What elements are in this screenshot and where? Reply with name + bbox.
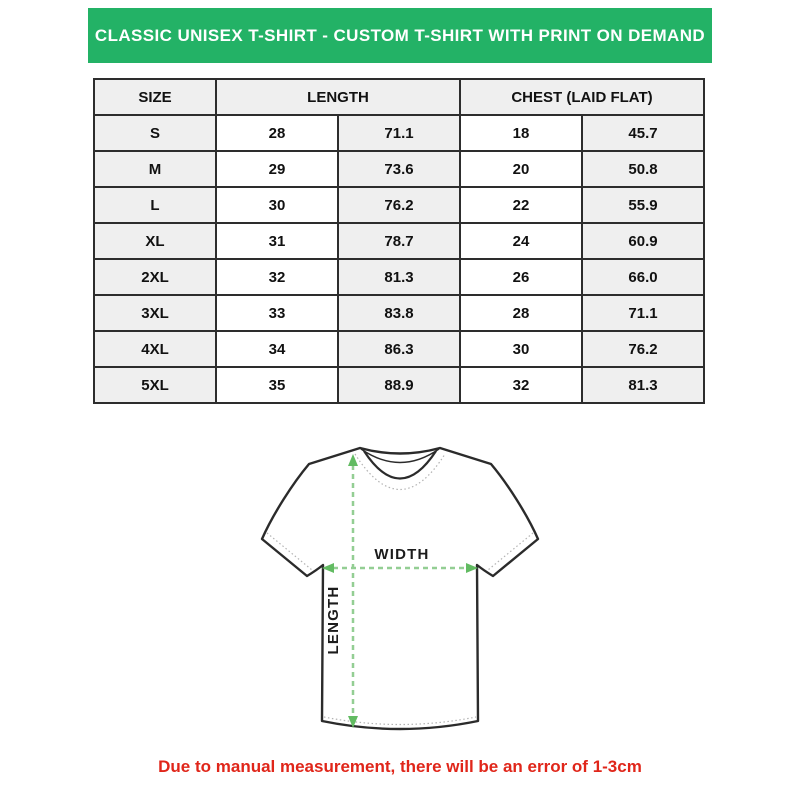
cell-size: 2XL: [94, 259, 216, 295]
cell-size: S: [94, 115, 216, 151]
cell-chest-in: 32: [460, 367, 582, 403]
width-label: WIDTH: [374, 546, 430, 563]
header-length: LENGTH: [216, 79, 460, 115]
size-chart-table: [93, 78, 705, 404]
cell-chest-in: 18: [460, 115, 582, 151]
table-row: [94, 187, 704, 223]
cell-length-in: 32: [216, 259, 338, 295]
cell-length-cm: 81.3: [338, 259, 460, 295]
cell-length-in: 35: [216, 367, 338, 403]
measurement-error-note: Due to manual measurement, there will be an error of 1-3cm: [158, 757, 642, 776]
cell-chest-cm: 50.8: [582, 151, 704, 187]
table-row: [94, 151, 704, 187]
size-table-body: [94, 115, 704, 403]
tshirt-outline: [262, 448, 538, 729]
cell-size: 5XL: [94, 367, 216, 403]
table-row: [94, 223, 704, 259]
page-title: CLASSIC UNISEX T-SHIRT - CUSTOM T-SHIRT WITH PRINT ON DEMAND: [94, 25, 706, 45]
header-chest: CHEST (LAID FLAT): [460, 79, 704, 115]
cell-chest-cm: 60.9: [582, 223, 704, 259]
cell-chest-in: 26: [460, 259, 582, 295]
cell-length-cm: 83.8: [338, 295, 460, 331]
length-label: LENGTH: [325, 585, 342, 655]
cell-size: XL: [94, 223, 216, 259]
cell-chest-cm: 55.9: [582, 187, 704, 223]
header-size: SIZE: [94, 79, 216, 115]
cell-length-in: 34: [216, 331, 338, 367]
cell-length-in: 29: [216, 151, 338, 187]
cell-length-cm: 76.2: [338, 187, 460, 223]
cell-length-cm: 73.6: [338, 151, 460, 187]
cell-length-cm: 86.3: [338, 331, 460, 367]
table-row: [94, 259, 704, 295]
cell-length-in: 33: [216, 295, 338, 331]
cell-length-in: 31: [216, 223, 338, 259]
tshirt-measurement-diagram: [210, 428, 590, 758]
cell-length-in: 30: [216, 187, 338, 223]
cell-length-cm: 88.9: [338, 367, 460, 403]
cell-chest-cm: 66.0: [582, 259, 704, 295]
cell-chest-cm: 81.3: [582, 367, 704, 403]
cell-chest-cm: 71.1: [582, 295, 704, 331]
cell-chest-in: 22: [460, 187, 582, 223]
table-header-row: [94, 79, 704, 115]
table-row: [94, 295, 704, 331]
cell-size: 3XL: [94, 295, 216, 331]
table-row: [94, 115, 704, 151]
cell-size: 4XL: [94, 331, 216, 367]
cell-chest-cm: 45.7: [582, 115, 704, 151]
cell-chest-in: 30: [460, 331, 582, 367]
title-banner: [88, 8, 712, 63]
cell-size: L: [94, 187, 216, 223]
cell-length-in: 28: [216, 115, 338, 151]
cell-chest-cm: 76.2: [582, 331, 704, 367]
cell-chest-in: 28: [460, 295, 582, 331]
cell-chest-in: 24: [460, 223, 582, 259]
cell-length-cm: 71.1: [338, 115, 460, 151]
table-row: [94, 331, 704, 367]
cell-chest-in: 20: [460, 151, 582, 187]
cell-length-cm: 78.7: [338, 223, 460, 259]
cell-size: M: [94, 151, 216, 187]
table-row: [94, 367, 704, 403]
